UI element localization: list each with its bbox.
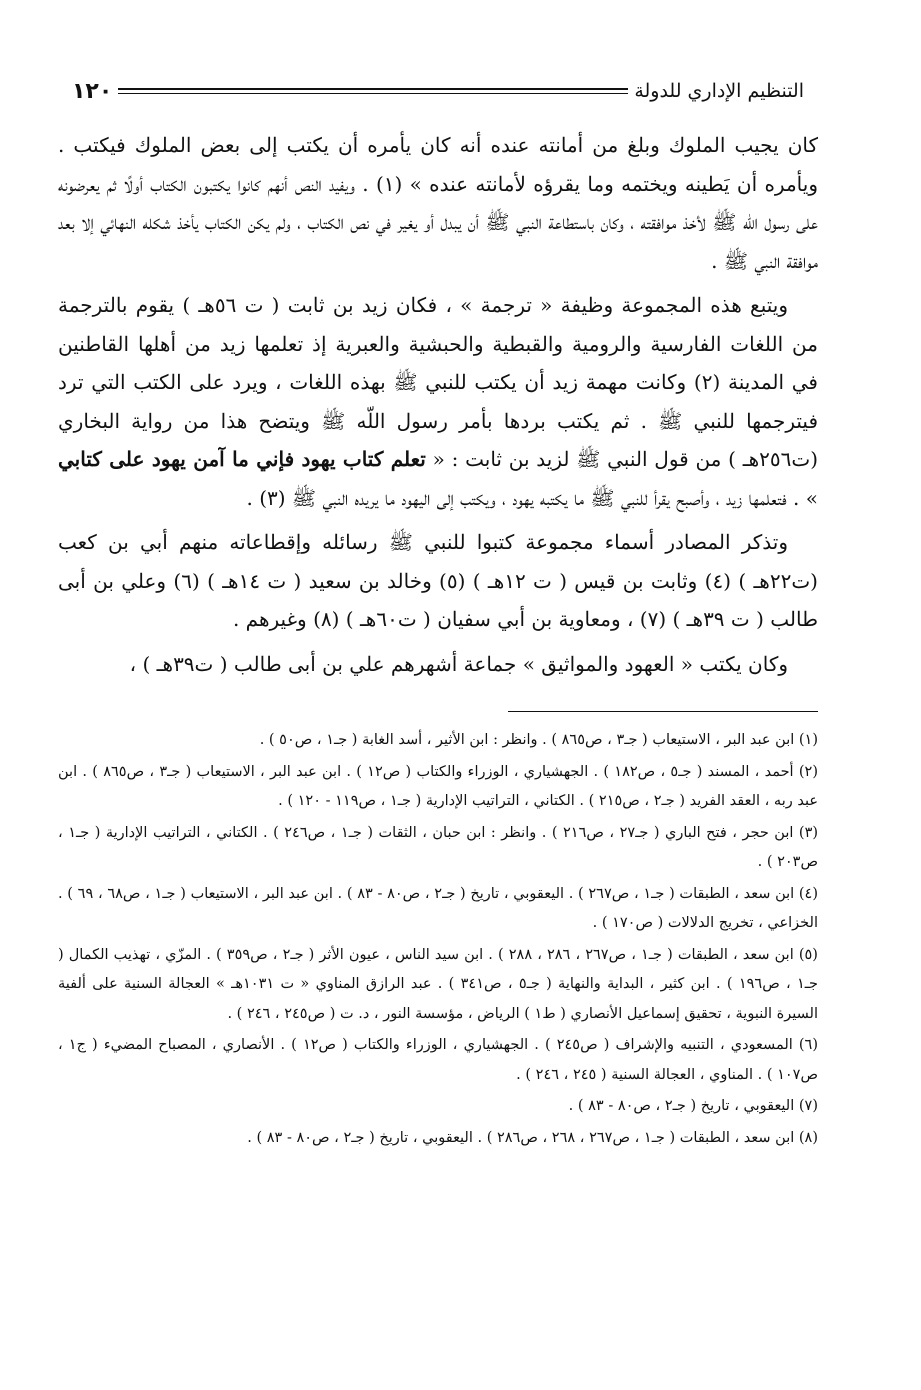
main-text	[58, 126, 818, 683]
paragraph	[58, 286, 818, 517]
book-page	[58, 70, 818, 1155]
paragraph-text: » . فتعلمها زيد ، وأصبح يقرأ للنبي ﷺ ما يكتبه يهود ، ويكتب إلى اليهود ما يريده النبي ﷺ (٣) .	[246, 485, 818, 510]
hadith-quote: تعلم كتاب يهود فإني ما آمن يهود على كتابي	[58, 447, 426, 471]
paragraph-text: ويتبع هذه المجموعة وظيفة « ترجمة » ، فكان زيد بن ثابت ( ت ٥٦هـ ) يقوم بالترجمة من اللغات الفارسية والرومية والقبطية والحبشية والعبرية إذ تعلمها زيد من أهلها القاطنين في المدينة (٢) وكانت مهمة زيد أن يكتب للنبي ﷺ بهذه اللغات ، ويرد على الكتب التي ترد فيترجمها للنبي ﷺ . ثم يكتب بردها بأمر رسول اللّه ﷺ ويتضح هذا من رواية البخاري (ت٢٥٦هـ ) من قول النبي ﷺ لزيد بن ثابت : «	[58, 293, 818, 471]
footnote: (٥) ابن سعد ، الطبقات ( جـ١ ، ص٢٦٧ ، ٢٨٦ ، ٢٨٨ ) . ابن سيد الناس ، عيون الأثر ( جـ٢ ، ص٣٥٩ ) . المزّي ، تهذيب الكمال ( جـ١ ، ص١٩٦ ) . ابن كثير ، البداية والنهاية ( جـ٥ ، ص٣٤١ ) . عبد الرازق المناوي « ت ١٠٣١هـ » العجالة السنية على ألفية السيرة النبوية ، تحقيق إسماعيل الأنصاري ( ط١ ) الرياض ، مؤسسة النور ، د. ت ( ص٢٤٥ ، ٢٤٦ ) .	[58, 946, 818, 1022]
paragraph: وكان يكتب « العهود والمواثيق » جماعة أشهرهم علي بن أبى طالب ( ت٣٩هـ ) ،	[129, 651, 788, 676]
page-number: ١٢٠	[72, 78, 113, 104]
footnote: (٨) ابن سعد ، الطبقات ( جـ١ ، ص٢٦٧ ، ٢٦٨ ، ص٢٨٦ ) . اليعقوبي ، تاريخ ( جـ٢ ، ص٨٠ - ٨٣ ) .	[247, 1129, 818, 1146]
header-rule	[118, 88, 628, 94]
running-title: التنظيم الإداري للدولة	[634, 80, 804, 102]
footnotes	[58, 726, 818, 1153]
footnote: (٧) اليعقوبي ، تاريخ ( جـ٢ ، ص٨٠ - ٨٣ ) .	[568, 1098, 818, 1114]
footnote: (٦) المسعودي ، التنبيه والإشراف ( ص٢٤٥ ) . الجهشياري ، الوزراء والكتاب ( ص١٢ ) . الأنصاري ، المصباح المضيء ( ج١ ، ص١٠٧ ) . المناوي ، العجالة السنية ( ٢٤٥ ، ٢٤٦ ) .	[58, 1037, 819, 1083]
footnote: (٤) ابن سعد ، الطبقات ( جـ١ ، ص٢٦٧ ) . اليعقوبي ، تاريخ ( جـ٢ ، ص٨٠ - ٨٣ ) . ابن عبد البر ، الاستيعاب ( جـ١ ، ص٦٨ ، ٦٩ ) . الخزاعي ، تخريج الدلالات ( ص١٧٠ ) .	[58, 885, 818, 931]
footnote: (٣) ابن حجر ، فتح الباري ( جـ٢٧ ، ص٢١٦ ) . وانظر : ابن حبان ، الثقات ( جـ١ ، ص٢٤٦ ) . الكتاني ، التراتيب الإدارية ( جـ١ ، ص٢٠٣ ) .	[58, 824, 819, 870]
footnote: (٢) أحمد ، المسند ( جـ٥ ، ص١٨٢ ) . الجهشياري ، الوزراء والكتاب ( ص١٢ ) . ابن عبد البر ، الاستيعاب ( جـ٣ ، ص٨٦٥ ) . ابن عبد ربه ، العقد الفريد ( جـ٢ ، ص٢١٥ ) . الكتاني ، التراتيب الإدارية ( جـ١ ، ص١١٩ - ١٢٠ ) .	[58, 763, 818, 809]
paragraph: كان يجيب الملوك وبلغ من أمانته عنده أنه كان يأمره أن يكتب إلى بعض الملوك فيكتب . ويأمره أن يَطينه ويختمه وما يقرؤه لأمانته عنده » (١) . ويفيد النص أنهم كانوا يكتبون الكتاب أولًا ثم يعرضونه على رسول اللّه ﷺ لأخذ موافقته ، وكان باستطاعة النبي ﷺ أن يبدل أو يغير في نص الكتاب ، ولم يكن الكتاب يأخذ شكله النهائي إلا بعد موافقة النبي ﷺ .	[58, 133, 818, 273]
footnote: (١) ابن عبد البر ، الاستيعاب ( جـ٣ ، ص٨٦٥ ) . وانظر : ابن الأثير ، أسد الغابة ( جـ١ ، ص٥٠ ) .	[259, 732, 818, 748]
running-header	[58, 70, 818, 112]
paragraph: وتذكر المصادر أسماء مجموعة كتبوا للنبي ﷺ رسائله وإقطاعاته منهم أبي بن كعب (ت٢٢هـ ) (٤) وثابت بن قيس ( ت ١٢هـ ) (٥) وخالد بن سعيد ( ت ١٤هـ ) (٦) وعلي بن أبى طالب ( ت ٣٩هـ ) (٧) ، ومعاوية بن أبي سفيان ( ت٦٠هـ ) (٨) وغيرهم .	[58, 530, 818, 631]
footnote-rule	[508, 711, 818, 712]
